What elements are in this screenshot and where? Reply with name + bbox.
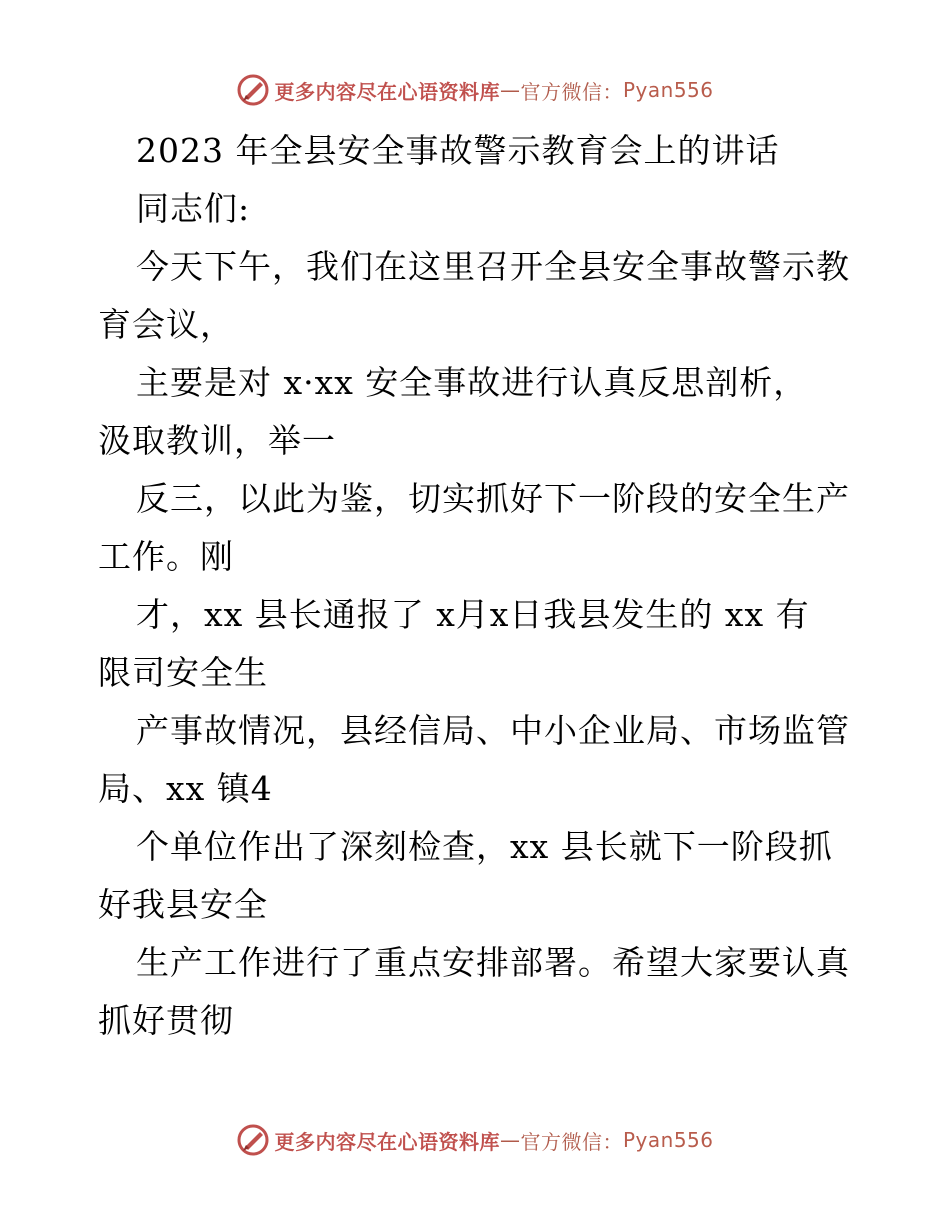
text-line: 才，xx 县长通报了 x月x日我县发生的 xx 有 <box>136 595 810 634</box>
text-line: 生产工作进行了重点安排部署。希望大家要认真 <box>136 943 850 982</box>
header-watermark <box>0 70 950 110</box>
watermark-account: Pyan556 <box>622 78 714 102</box>
text-line: 汲取教训，举一 <box>98 421 336 460</box>
text-line: 工作。刚 <box>98 537 234 576</box>
watermark-main-text: 更多内容尽在心语资料库 <box>274 79 500 104</box>
watermark-sub-text: 官方微信： <box>520 79 623 104</box>
text-line: 反三，以此为鉴，切实抓好下一阶段的安全生产 <box>136 479 850 518</box>
text-line: 好我县安全 <box>98 885 268 924</box>
footer-watermark <box>0 1120 950 1160</box>
text-line: 个单位作出了深刻检查，xx 县长就下一阶段抓 <box>136 827 833 866</box>
pen-logo-icon <box>236 1123 270 1157</box>
text-line: 局、xx 镇4 <box>98 769 273 808</box>
document-title: 2023 年全县安全事故警示教育会上的讲话 <box>136 131 780 170</box>
pen-logo-icon <box>236 73 270 107</box>
text-line: 抓好贯彻 <box>98 1001 234 1040</box>
watermark-separator: — <box>499 1128 521 1152</box>
salutation: 同志们: <box>136 189 251 228</box>
text-line: 育会议， <box>98 305 234 344</box>
text-line: 今天下午，我们在这里召开全县安全事故警示教 <box>136 247 850 286</box>
text-line: 主要是对 x·xx 安全事故进行认真反思剖析， <box>136 363 808 402</box>
text-line: 产事故情况，县经信局、中小企业局、市场监管 <box>136 711 850 750</box>
watermark-sub-text: 官方微信： <box>520 1129 623 1154</box>
watermark-main-text: 更多内容尽在心语资料库 <box>274 1129 500 1154</box>
document-body <box>98 122 858 1050</box>
watermark-separator: — <box>499 78 521 102</box>
text-line: 限司安全生 <box>98 653 268 692</box>
watermark-account: Pyan556 <box>622 1128 714 1152</box>
